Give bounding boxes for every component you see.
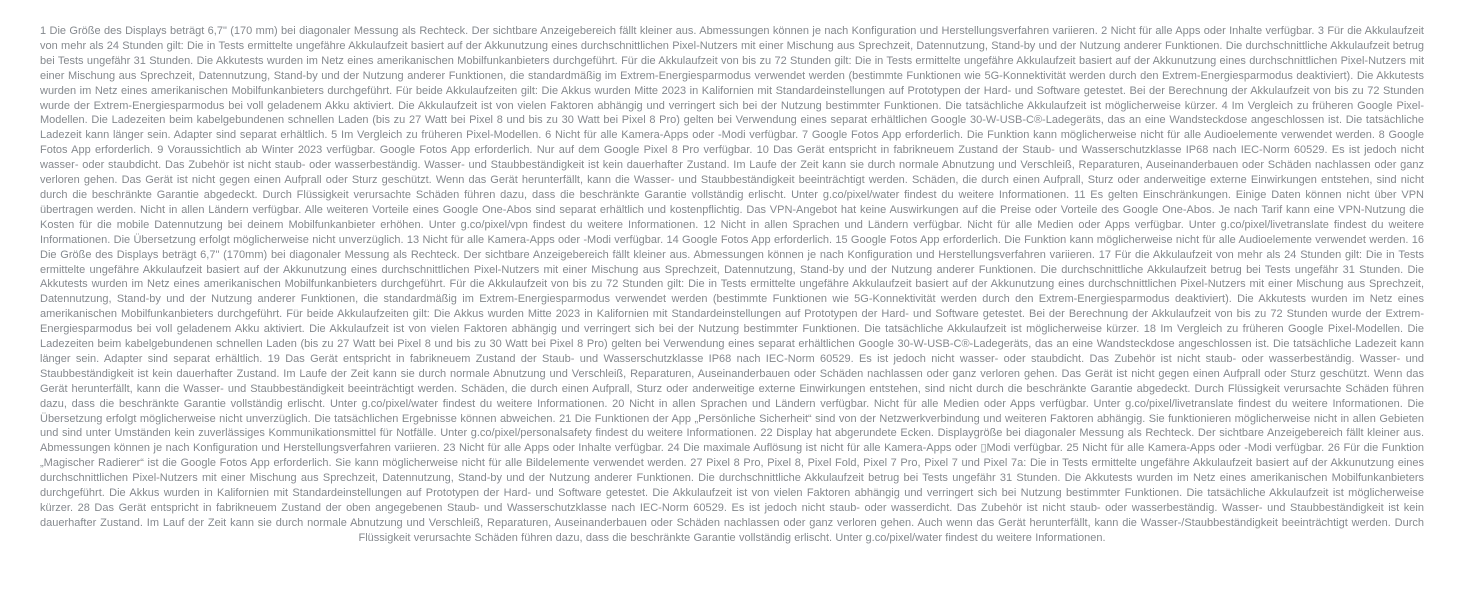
footnotes-paragraph: 1 Die Größe des Displays beträgt 6,7" (170 mm) bei diagonaler Messung als Rechteck. Der sichtbare Anzeigebereich fällt kleiner aus. Abmessungen können je nach Konfiguration und Herstellungsverfahren variieren. 2 Nicht für alle Apps oder Inhalte verfügbar. 3 Für die Akkulaufzeit von mehr als 24 Stunden gilt: Die in Tests ermittelte ungefähre Akkulaufzeit basiert auf der Akkunutzung eines durchschnittlichen Pixel-Nutzers mit einer Mischung aus Sprechzeit, Datennutzung, Stand-by und der Nutzung anderer Funktionen. Die durchschnittliche Akkulaufzeit betrug bei Tests ungefähr 31 Stunden. Die Akkutests wurden im Netz eines amerikanischen Mobilfunkanbieters durchgeführt. Für die Akkulaufzeit von bis zu 72 Stunden gilt: Die in Tests ermittelte ungefähre Akkulaufzeit basiert auf der Akkunutzung eines durchschnittlichen Pixel-Nutzers mit einer Mischung aus Sprechzeit, Datennutzung, Stand-by und der Nutzung anderer Funktionen, die standardmäßig im Extrem-Energiesparmodus verwendet werden (bestimmte Funktionen wie 5G-Konnektivität werden durch den Extrem-Energiesparmodus deaktiviert). Die Akkutests wurden im Netz eines amerikanischen Mobilfunkanbieters durchgeführt. Für beide Akkulaufzeiten gilt: Die Akkus wurden Mitte 2023 in Kalifornien mit Standardeinstellungen auf Prototypen der Hard- und Software getestet. Bei der Berechnung der Akkulaufzeit von bis zu 72 Stunden wurde der Extrem-Energiesparmodus bei voll geladenem Akku aktiviert. Die Akkulaufzeit ist von vielen Faktoren abhängig und verringert sich bei der Nutzung bestimmter Funktionen. Die tatsächliche Akkulaufzeit ist möglicherweise kürzer. 4 Im Vergleich zu früheren Google Pixel-Modellen. Die Ladezeiten beim kabelgebundenen schnellen Laden (bis zu 27 Watt bei Pixel 8 und bis zu 30 Watt bei Pixel 8 Pro) gelten bei Verwendung eines separat erhältlichen Google 30-W-USB-C®-Ladegeräts, das an eine Wandsteckdose angeschlossen ist. Die tatsächliche Ladezeit kann länger sein. Adapter sind separat erhältlich. 5 Im Vergleich zu früheren Pixel-Modellen. 6 Nicht für alle Kamera-Apps oder -Modi verfügbar. 7 Google Fotos App erforderlich. Die Funktion kann möglicherweise nicht für alle Audioelemente verwendet werden. 8 Google Fotos App erforderlich. 9 Voraussichtlich ab Winter 2023 verfügbar. Google Fotos App erforderlich. Nur auf dem Google Pixel 8 Pro verfügbar. 10 Das Gerät entspricht in fabrikneuem Zustand der Staub- und Wasserschutzklasse IP68 nach IEC-Norm 60529. Es ist jedoch nicht wasser- oder staubdicht. Das Zubehör ist nicht staub- oder wasserbeständig. Wasser- und Staubbeständigkeit ist kein dauerhafter Zustand. Im Laufe der Zeit kann sie durch normale Abnutzung und Verschleiß, Reparaturen, Auseinanderbauen oder Schäden nachlassen oder ganz verloren gehen. Das Gerät ist nicht gegen einen Aufprall oder Sturz geschützt. Wenn das Gerät herunterfällt, kann die Wasser- und Staubbeständigkeit beeinträchtigt werden. Schäden, die durch einen Aufprall, Sturz oder anderweitige externe Einwirkungen entstehen, sind nicht durch die beschränkte Garantie abgedeckt. Durch Flüssigkeit verursachte Schäden führen dazu, dass die beschränkte Garantie vollständig erlischt. Unter g.co/pixel/water findest du weitere Informationen. 11 Es gelten Einschränkungen. Einige Daten können nicht über VPN übertragen werden. Nicht in allen Ländern verfügbar. Alle weiteren Vorteile eines Google One-Abos sind separat erhältlich und kostenpflichtig. Das VPN-Angebot hat keine Auswirkungen auf die Preise oder Vorteile des Google One-Abos. Je nach Tarif kann eine VPN-Nutzung die Kosten für die mobile Datennutzung bei deinem Mobilfunkanbieter erhöhen. Unter g.co/pixel/vpn findest du weitere Informationen. 12 Nicht in allen Sprachen und Ländern verfügbar. Nicht für alle Medien oder Apps verfügbar. Unter g.co/pixel/livetranslate findest du weitere Informationen. Die Übersetzung erfolgt möglicherweise nicht unverzüglich. 13 Nicht für alle Kamera-Apps oder -Modi verfügbar. 14 Google Fotos App erforderlich. 15 Google Fotos App erforderlich. Die Funktion kann möglicherweise nicht für alle Audioelemente verwendet werden. 16 Die Größe des Displays beträgt 6,7" (170mm) bei diagonaler Messung als Rechteck. Der sichtbare Anzeigebereich fällt kleiner aus. Abmessungen können je nach Konfiguration und Herstellungsverfahren variieren. 17 Für die Akkulaufzeit von mehr als 24 Stunden gilt: Die in Tests ermittelte ungefähre Akkulaufzeit basiert auf der Akkunutzung eines durchschnittlichen Pixel-Nutzers mit einer Mischung aus Sprechzeit, Datennutzung, Stand-by und der Nutzung anderer Funktionen. Die durchschnittliche Akkulaufzeit betrug bei Tests ungefähr 31 Stunden. Die Akkutests wurden im Netz eines amerikanischen Mobilfunkanbieters durchgeführt. Für die Akkulaufzeit von bis zu 72 Stunden gilt: Die in Tests ermittelte ungefähre Akkulaufzeit basiert auf der Akkunutzung eines durchschnittlichen Pixel-Nutzers mit einer Mischung aus Sprechzeit, Datennutzung, Stand-by und der Nutzung anderer Funktionen, die standardmäßig im Extrem-Energiesparmodus verwendet werden (bestimmte Funktionen wie 5G-Konnektivität werden durch den Extrem-Energiesparmodus deaktiviert). Die Akkutests wurden im Netz eines amerikanischen Mobilfunkanbieters durchgeführt. Für beide Akkulaufzeiten gilt: Die Akkus wurden Mitte 2023 in Kalifornien mit Standardeinstellungen auf Prototypen der Hard- und Software getestet. Bei der Berechnung der Akkulaufzeit von bis zu 72 Stunden wurde der Extrem-Energiesparmodus bei voll geladenem Akku aktiviert. Die Akkulaufzeit ist von vielen Faktoren abhängig und verringert sich bei der Nutzung bestimmter Funktionen. Die tatsächliche Akkulaufzeit ist möglicherweise kürzer. 18 Im Vergleich zu früheren Google Pixel-Modellen. Die Ladezeiten beim kabelgebundenen schnellen Laden (bis zu 27 Watt bei Pixel 8 und bis zu 30 Watt bei Pixel 8 Pro) gelten bei Verwendung eines separat erhältlichen Google 30-W-USB-C®-Ladegeräts, das an eine Wandsteckdose angeschlossen ist. Die tatsächliche Ladezeit kann länger sein. Adapter sind separat erhältlich. 19 Das Gerät entspricht in fabrikneuem Zustand der Staub- und Wasserschutzklasse IP68 nach IEC-Norm 60529. Es ist jedoch nicht wasser- oder staubdicht. Das Zubehör ist nicht staub- oder wasserbeständig. Wasser- und Staubbeständigkeit ist kein dauerhafter Zustand. Im Laufe der Zeit kann sie durch normale Abnutzung und Verschleiß, Reparaturen, Auseinanderbauen oder Schäden nachlassen oder ganz verloren gehen. Das Gerät ist nicht gegen einen Aufprall oder Sturz geschützt. Wenn das Gerät herunterfällt, kann die Wasser- und Staubbeständigkeit beeinträchtigt werden. Schäden, die durch einen Aufprall, Sturz oder anderweitige externe Einwirkungen entstehen, sind nicht durch die beschränkte Garantie abgedeckt. Durch Flüssigkeit verursachte Schäden führen dazu, dass die beschränkte Garantie vollständig erlischt. Unter g.co/pixel/water findest du weitere Informationen. 20 Nicht in allen Sprachen und Ländern verfügbar. Nicht für alle Medien oder Apps verfügbar. Unter g.co/pixel/livetranslate findest du weitere Informationen. Die Übersetzung erfolgt möglicherweise nicht unverzüglich. Die tatsächlichen Ergebnisse können abweichen. 21 Die Funktionen der App „Persönliche Sicherheit“ sind von der Netzwerkverbindung und weiteren Faktoren abhängig. Sie funktionieren möglicherweise nicht in allen Gebieten und sind unter Umständen kein zuverlässiges Kommunikationsmittel für Notfälle. Unter g.co/pixel/personalsafety findest du weitere Informationen. 22 Display hat abgerundete Ecken. Displaygröße bei diagonaler Messung als Rechteck. Der sichtbare Anzeigebereich fällt kleiner aus. Abmessungen können je nach Konfiguration und Herstellungsverfahren variieren. 23 Nicht für alle Apps oder Inhalte verfügbar. 24 Die maximale Auflösung ist nicht für alle Kamera-Apps oder ▯Modi verfügbar. 25 Nicht für alle Kamera-Apps oder -Modi verfügbar. 26 Für die Funktion „Magischer Radierer“ ist die Google Fotos App erforderlich. Sie kann möglicherweise nicht für alle Bildelemente verwendet werden. 27 Pixel 8 Pro, Pixel 8, Pixel Fold, Pixel 7 Pro, Pixel 7 und Pixel 7a: Die in Tests ermittelte ungefähre Akkulaufzeit basiert auf der Akkunutzung eines durchschnittlichen Pixel-Nutzers mit einer Mischung aus Sprechzeit, Datennutzung, Stand-by und der Nutzung anderer Funktionen. Die durchschnittliche Akkulaufzeit betrug bei Tests ungefähr 31 Stunden. Die Akkutests wurden im Netz eines amerikanischen Mobilfunkanbieters durchgeführt. Die Akkus wurden in Kalifornien mit Standardeinstellungen auf Prototypen der Hard- und Software getestet. Die Akkulaufzeit ist von vielen Faktoren abhängig und verringert sich bei Nutzung bestimmter Funktionen. Die tatsächliche Akkulaufzeit ist möglicherweise kürzer. 28 Das Gerät entspricht in fabrikneuem Zustand der oben angegebenen Staub- und Wasserschutzklasse nach IEC-Norm 60529. Es ist jedoch nicht staub- oder wasserdicht. Das Zubehör ist nicht staub- oder wasserbeständig. Wasser- und Staubbeständigkeit ist kein dauerhafter Zustand. Im Lauf der Zeit kann sie durch normale Abnutzung und Verschleiß, Reparaturen, Auseinanderbauen oder Schäden nachlassen oder ganz verloren gehen. Auch wenn das Gerät herunterfällt, kann die Wasser-/Staubbeständigkeit beeinträchtigt werden. Durch Flüssigkeit verursachte Schäden führen dazu, dass die beschränkte Garantie vollständig erlischt. Unter g.co/pixel/water findest du weitere Informationen. [40, 25, 1424, 544]
legal-disclaimers-section [40, 24, 1424, 546]
